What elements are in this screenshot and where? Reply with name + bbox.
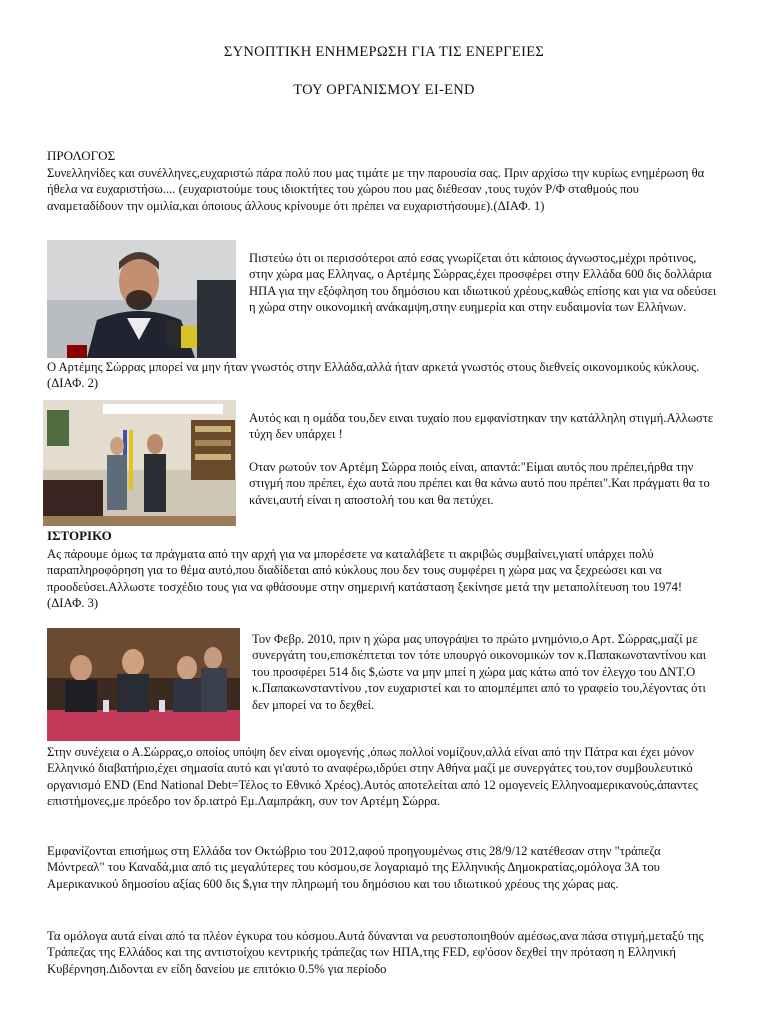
prologue-paragraph: Συνελληνίδες και συνέλληνες,ευχαριστώ πάρα πολύ που μας τιμάτε με την παρουσία σας. Πριν αρχίσω την κυρίως ενημέρωση θα ήθελα να ευχαριστήσω.... (ευχαριστούμε τους ιδιοκτήτες του χώρου που μας διέθεσαν ,τους τυχόν Ρ/Φ σταθμούς που αναμεταδίδουν την ομιλία,και όποιους άλλους κρίνουμε ότι πρέπει να ευχαριστήσουμε).(ΔΙΑΦ. 1): [47, 166, 705, 213]
history-paragraph2: Εμφανίζονται επισήμως στη Ελλάδα τον Οκτώβριο του 2012,αφού προηγουμένως στις 28/9/12 κατέθεσαν στην "τράπεζα Μόντρεαλ" του Καναδά,μια από τις μεγαλύτερες του κόσμου,σε λογαριαμό της Ελληνικής Δημοκρατίας,ομόλογα 3Α του Αμερικανικού δημοσίου αξίας 600 δις $,για την πληρωμή του δημόσιου και του ιδιωτικού χρέους της χώρας μας.: [47, 844, 661, 891]
prologue-after-photo1: Ο Αρτέμης Σώρρας μπορεί να μην ήταν γνωστός στην Ελλάδα,αλλά ήταν αρκετά γνωστός στους διεθνείς οικονομικούς κύκλους.(ΔΙΑΦ. 2): [47, 360, 700, 391]
press-conference-panel-photo: [47, 628, 240, 741]
history-paragraph3: Τα ομόλογα αυτά είναι από τα πλέον έγκυρα του κόσμου.Αυτά δύνανται να ρευστοποιηθούν αμέσως,ανα πάσα στιγμή,μεταξύ της Τράπεζας της Ελλάδος και της αντιστοίχου κεντρικής τράπεζας των ΗΠΑ,της FED, εφ'όσον δεχθεί την πρόταση η Ελληνική Κυβέρνηση.Διδονται εν είδη δανείου με επιτόκιο 0.5% για περίοδο: [47, 929, 704, 976]
history-after-photo3: Στην συνέχεια ο Α.Σώρρας,ο οποίος υπόψη δεν είναι ομογενής ,όπως πολλοί νομίζουν,αλλά είναι από την Πάτρα και έχει μόνον Ελληνικό διαβατήριο,έχει σημασία αυτό και γι'αυτό το αναφέρω,ιδρύει στην Αθήνα μαζί με συνεργάτες του,τον συμβουλευτικό οργανισμό END (End National Debt=Τέλος το Εθνικό Χρέος).Αυτός αποτελείται από 12 ομογενείς Ελληνοαμερικανούς,άπαντες επιστήμονες,με πρόεδρο τον δρ.ιατρό Εμ.Λαμπράκη, συν τον Αρτέμη Σώρρα.: [47, 745, 698, 809]
prologue-beside-photo2-a: Αυτός και η ομάδα του,δεν ειναι τυχαίο που εμφανίστηκαν την κατάλληλη στιγμή.Αλλωστε τύχη δεν υπάρχει !: [249, 411, 714, 442]
history-beside-photo3: Τον Φεβρ. 2010, πριν η χώρα μας υπογράψει το πρώτο μνημόνιο,ο Αρτ. Σώρρας,μαζί με συνεργάτη του,επισκέπτεται τον τότε υπουργό οικονομικών τον κ.Παπακωνσταντίνου και του προσφέρει 514 δις $,ώστε να μην μπεί η χώρα μας κάτω από τον έλεγχο του ΔΝΤ.Ο κ.Παπακωνσταντίνου ,τον ευχαριστεί και το απομπέμπει από το γραφείο του,λέγοντας ότι δεν μπορεί να το δεχθεί.: [252, 632, 707, 712]
man-speaking-at-microphones-photo: [47, 240, 236, 358]
history-heading: ΙΣΤΟΡΙΚΟ: [47, 528, 112, 543]
document-title-line1: ΣΥΝΟΠΤΙΚΗ ΕΝΗΜΕΡΩΣΗ ΓΙΑ ΤΙΣ ΕΝΕΡΓΕΙΕΣ: [223, 44, 545, 60]
prologue-heading: ΠΡΟΛΟΓΟΣ: [47, 148, 116, 163]
prologue-beside-photo2-b: Οταν ρωτούν τον Αρτέμη Σώρρα ποιός είναι, απαντά:"Είμαι αυτός που πρέπει,ήρθα την στιγμή που πρέπει, έχω αυτά που πρέπει και θα κάνω αυτό που πρέπει".Και πράγματι θα το κάνει,αυτή είναι η αποστολή του και θα πετύχει.: [249, 460, 710, 507]
history-paragraph: Ας πάρουμε όμως τα πράγματα από την αρχή για να μπορέσετε να καταλάβετε τι ακριβώς συμβαίνει,γιατί υπάρχει πολύ παραπληροφόρηση για το θέμα αυτό,που διαδίδεται από κύκλους που δεν τους συμφέρει η χώρα μας να ξεχρεώσει και να προοδεύσει.Αλλωστε τοσχέδιο τους για να φθάσουμε στην σημερινή κατάσταση ξεκίνησε μετά την μεταπολίτευση του 1974!(ΔΙΑΦ. 3): [47, 547, 683, 611]
document-title-line2: ΤΟΥ ΟΡΓΑΝΙΣΜΟΥ EI-END: [293, 82, 475, 98]
handshake-office-photo: [43, 400, 236, 526]
prologue-beside-photo1: Πιστεύω ότι οι περισσότεροι από εσας γνωρίζεται ότι κάποιος άγνωστος,μέχρι πρότινος, στην χώρα μας Ελληνας, ο Αρτέμης Σώρρας,έχει προσφέρει στην Ελλάδα 600 δις δολλάρια ΗΠΑ για την εξόφληση του δημόσιου και ιδιωτικού χρέους,καθώς επίσης και για να οδεύσει η χώρα στην οικονομική ανάκαμψη,στην ευημερία και στην ευδαιμονία των Ελλήνων.: [249, 251, 717, 315]
